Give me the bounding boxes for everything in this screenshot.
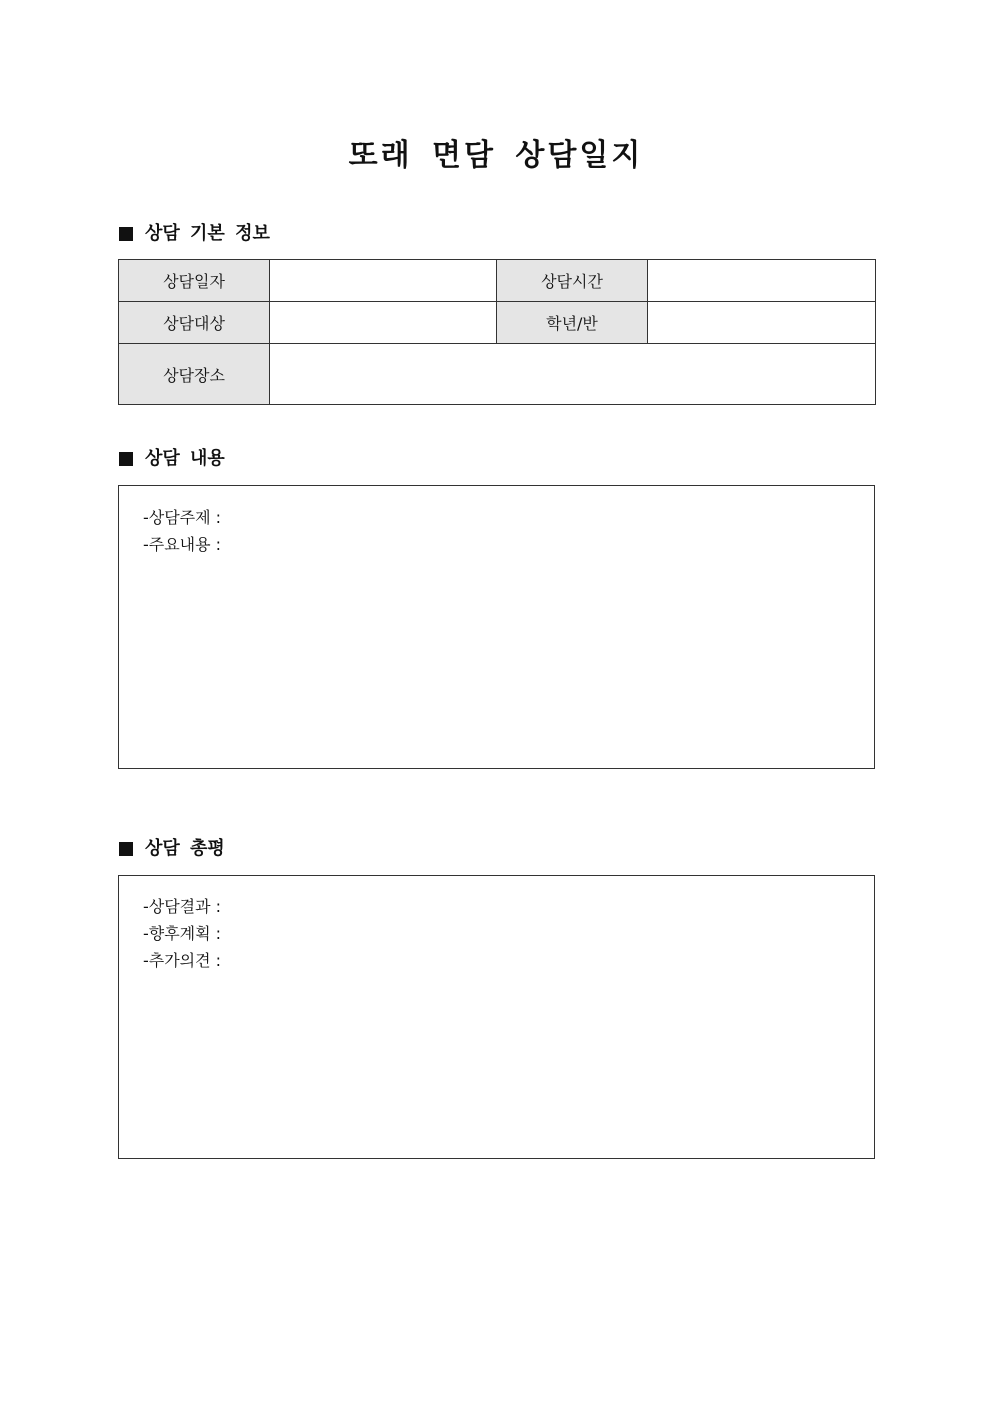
date-field[interactable] bbox=[270, 260, 497, 302]
target-label: 상담대상 bbox=[119, 302, 270, 344]
result-line: -상담결과 : bbox=[143, 897, 222, 916]
section-heading-label: 상담 내용 bbox=[145, 448, 225, 469]
time-field[interactable] bbox=[648, 260, 876, 302]
main-content-line: -주요내용 : bbox=[143, 535, 222, 554]
page-title: 또래 면담 상담일지 bbox=[348, 138, 644, 173]
grade-class-label: 학년/반 bbox=[497, 302, 648, 344]
table-row bbox=[119, 260, 876, 302]
future-plan-line: -향후계획 : bbox=[143, 924, 222, 943]
date-label: 상담일자 bbox=[119, 260, 270, 302]
review-textbox[interactable] bbox=[118, 875, 875, 1159]
additional-opinion-line: -추가의견 : bbox=[143, 951, 222, 970]
section-heading-label: 상담 총평 bbox=[145, 838, 225, 859]
content-textbox[interactable] bbox=[118, 485, 875, 769]
basic-info-table bbox=[118, 259, 876, 405]
section-heading-label: 상담 기본 정보 bbox=[145, 223, 270, 244]
black-square-icon bbox=[119, 452, 133, 466]
place-field[interactable] bbox=[270, 344, 876, 405]
table-row bbox=[119, 344, 876, 405]
section-heading-content bbox=[119, 447, 225, 471]
section-heading-review bbox=[119, 837, 225, 861]
black-square-icon bbox=[119, 842, 133, 856]
topic-line: -상담주제 : bbox=[143, 508, 222, 527]
black-square-icon bbox=[119, 227, 133, 241]
table-row bbox=[119, 302, 876, 344]
target-field[interactable] bbox=[270, 302, 497, 344]
time-label: 상담시간 bbox=[497, 260, 648, 302]
place-label: 상담장소 bbox=[119, 344, 270, 405]
grade-class-field[interactable] bbox=[648, 302, 876, 344]
section-heading-basic-info bbox=[119, 222, 270, 246]
